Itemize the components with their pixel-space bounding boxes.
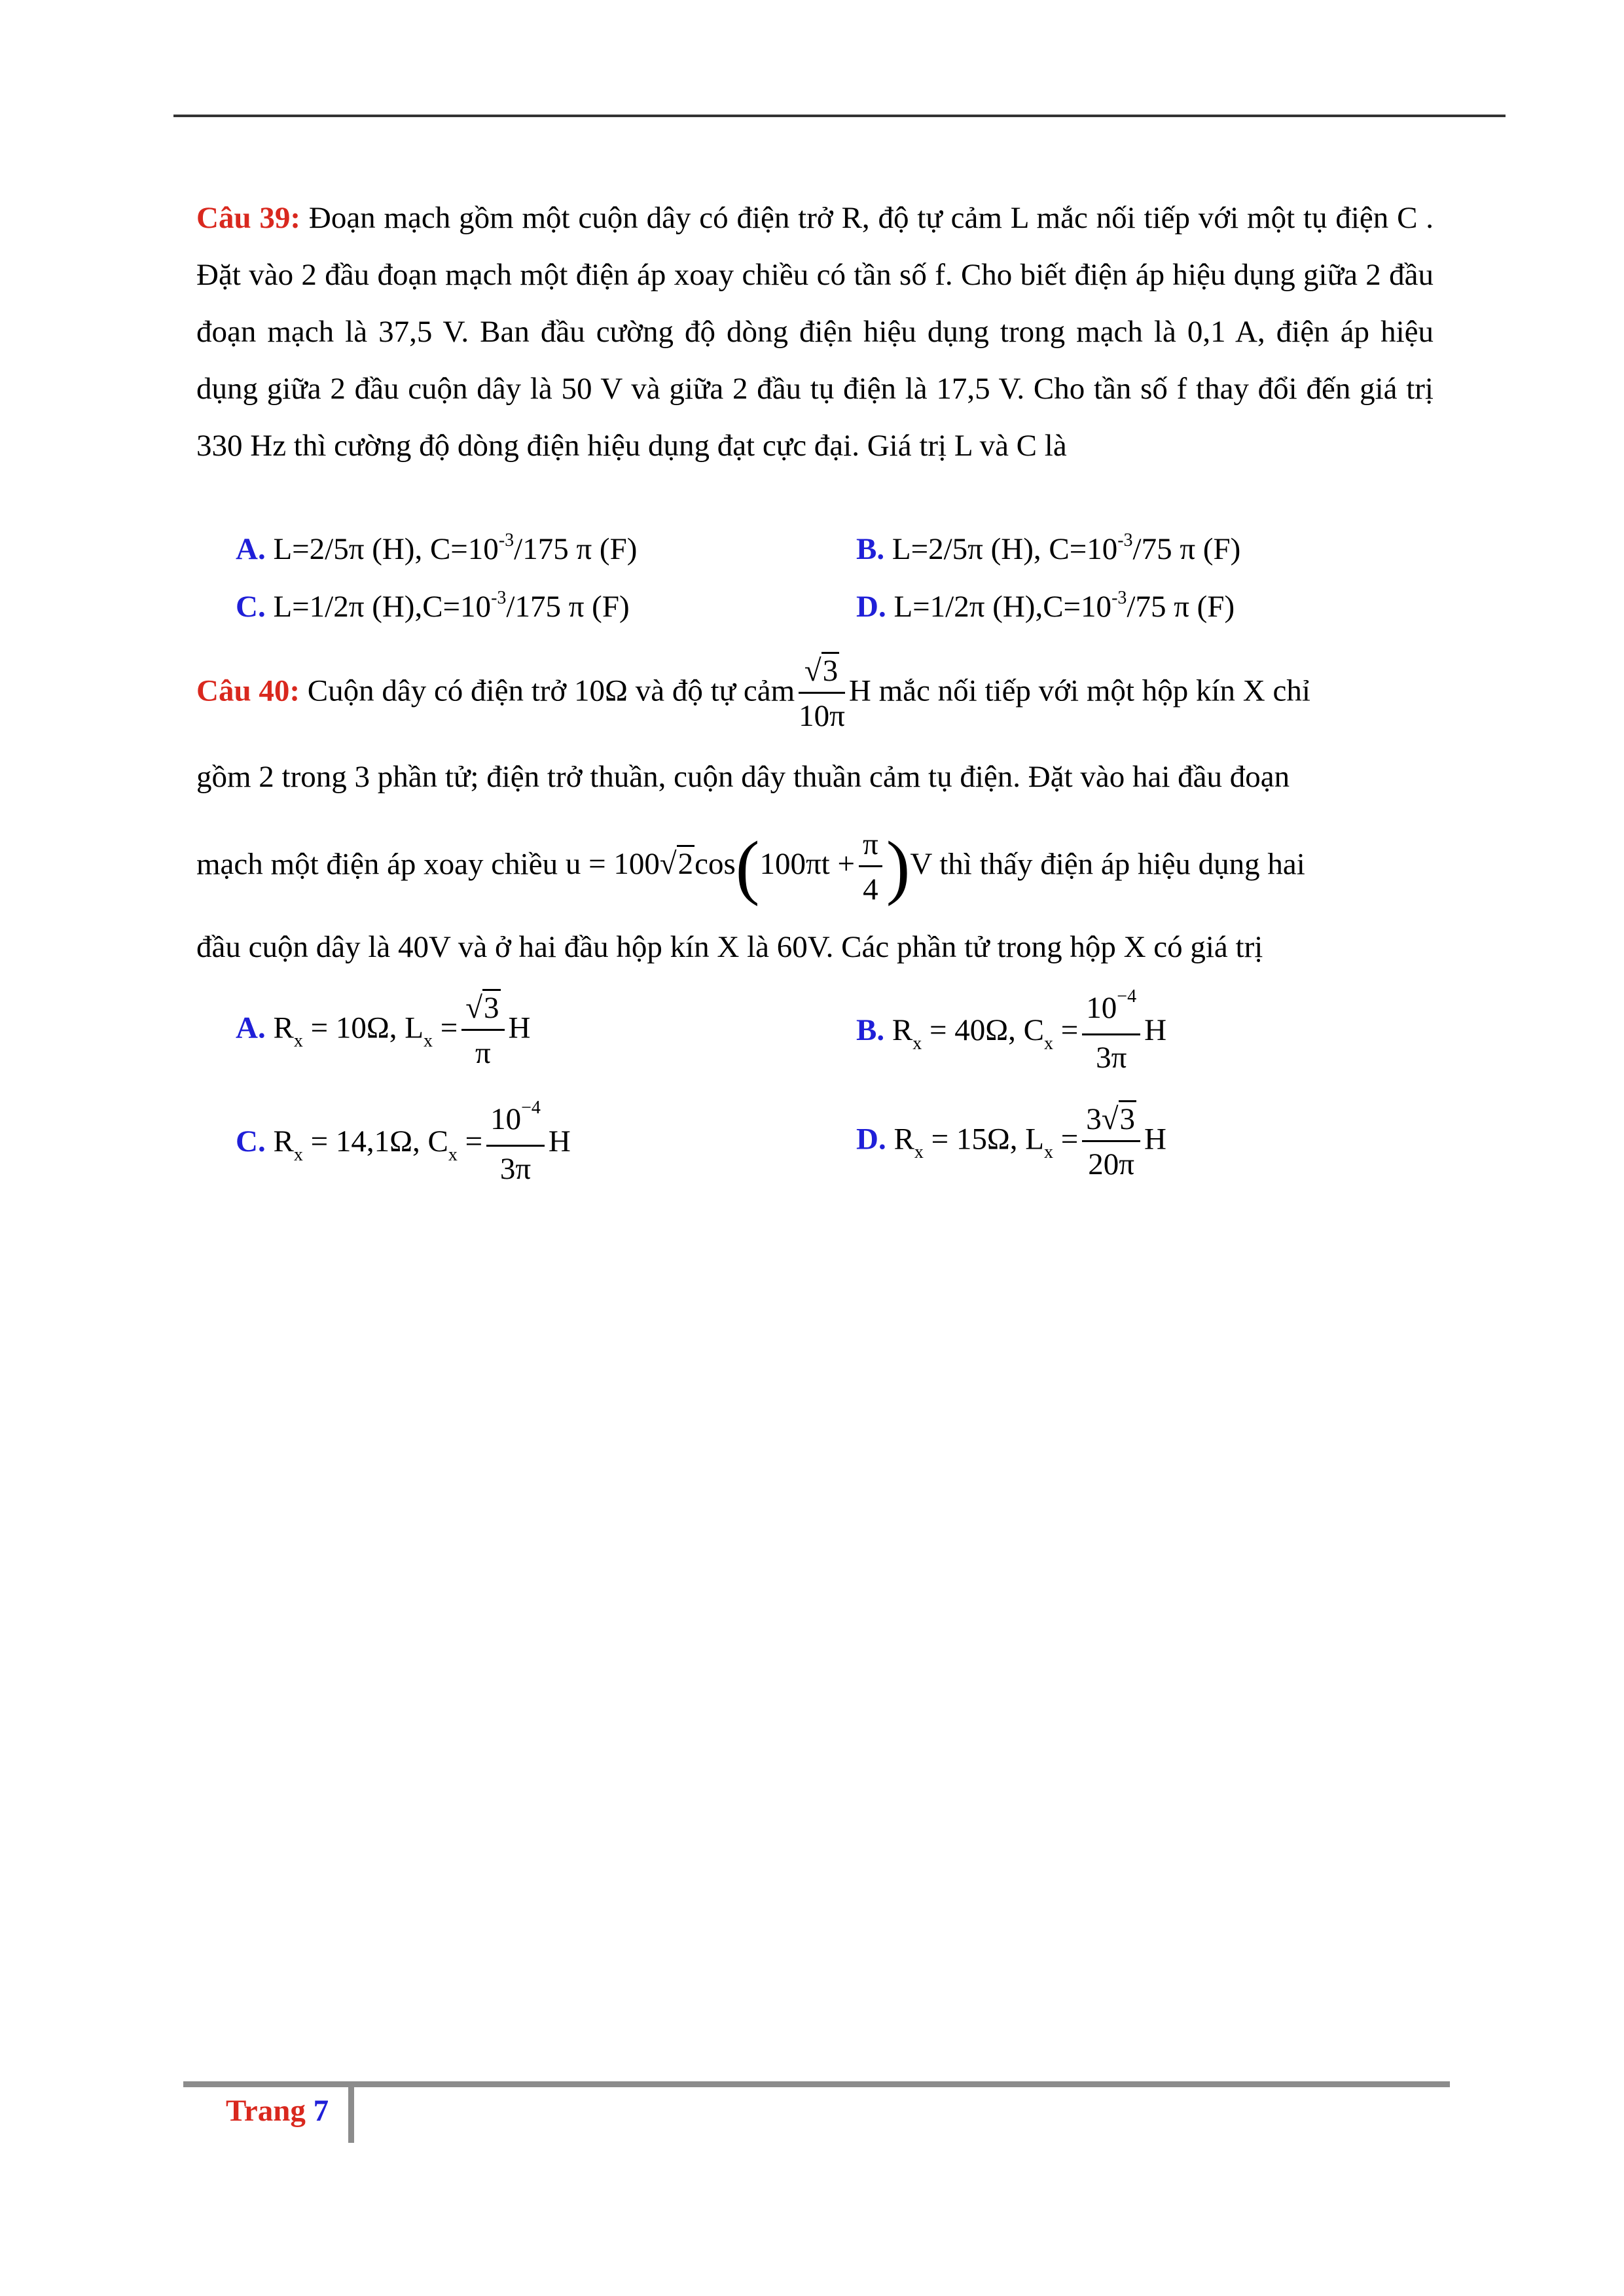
question-39-text: Đoạn mạch gồm một cuộn dây có điện trở R, độ tự cảm L mắc nối tiếp với một tụ điện C . Đặt vào 2 đầu đoạn mạch một điện áp xoay chiều có tần số f. Cho biết điện áp hiệu dụng giữa 2 đầu đoạn mạch là 37,5 V. Ban đầu cường độ dòng điện hiệu dụng trong mạch là 0,1 A, điện áp hiệu dụng giữa 2 đầu cuộn dây là 50 V và giữa 2 đầu tụ điện là 17,5 V. Cho tần số f thay đổi đến giá trị 330 Hz thì cường độ dòng điện hiệu dụng đạt cực đại. Giá trị L và C là — [196, 201, 1434, 463]
question-39-label: Câu 39: — [196, 201, 301, 235]
q39-option-d: D. L=1/2π $(H),C=10^{-3}/75$ π (F) — [856, 588, 1235, 624]
voltage-expression: u = 100√2cos(100πt + $\frac{\pi}{4}$ )V — [566, 847, 932, 881]
q39-option-c: C. L=1/2π $(H),C=10^{-3}/175$ π (F) — [236, 588, 630, 624]
q40-option-a: A. $R_x = 10\Omega$, $L_x$ = $\frac{√3}{\pi}$ H — [236, 988, 530, 1073]
q40-option-b: B. $R_x = 40\Omega$, $C_x$ = $\frac{10^{-4}}{3\pi}$ H — [856, 986, 1167, 1075]
q40-option-d: D. $R_x = 15\Omega$, $L_x$ = $\frac{3√3}{20\pi}$ H — [856, 1100, 1166, 1184]
footer-divider — [348, 2087, 354, 2143]
footer-rule — [183, 2081, 1450, 2087]
question-39 — [196, 190, 1434, 475]
q39-option-a: A. L=2/5π (H), $C=10^{-3}/175$ π (F) — [236, 530, 638, 566]
inductance-fraction: $\frac{√3}{10\pi}$ — [799, 651, 845, 736]
question-40-line-3: mạch một điện áp xoay chiều u = 100√2cos(100πt + $\frac{\pi}{4}$ )V thì thấy điện áp hiệu dụng hai — [196, 825, 1305, 909]
q39-option-b: B. L=2/5π (H), $C=10^{-3}/75$ π (F) — [856, 530, 1241, 566]
header-rule — [173, 115, 1506, 117]
q40-option-c: C. $R_x = 14,1\Omega$, $C_x$ = $\frac{10^{-4}}{3\pi}$ H — [236, 1098, 571, 1186]
question-40-label: Câu 40: — [196, 673, 300, 708]
question-40-line-4: đầu cuộn dây là 40V và ở hai đầu hộp kín X là 60V. Các phần tử trong hộp X có giá trị — [196, 930, 1263, 964]
question-40-line-1: Câu 40: Cuộn dây có điện trở 10Ω và độ tự cảm $\frac{√3}{10\pi}$ H mắc nối tiếp với một hộp kín X chỉ — [196, 651, 1434, 736]
page-number: Trang 7 — [226, 2094, 329, 2128]
question-40-line-2: gồm 2 trong 3 phần tử; điện trở thuần, cuộn dây thuần cảm tụ điện. Đặt vào hai đầu đoạn — [196, 760, 1290, 794]
